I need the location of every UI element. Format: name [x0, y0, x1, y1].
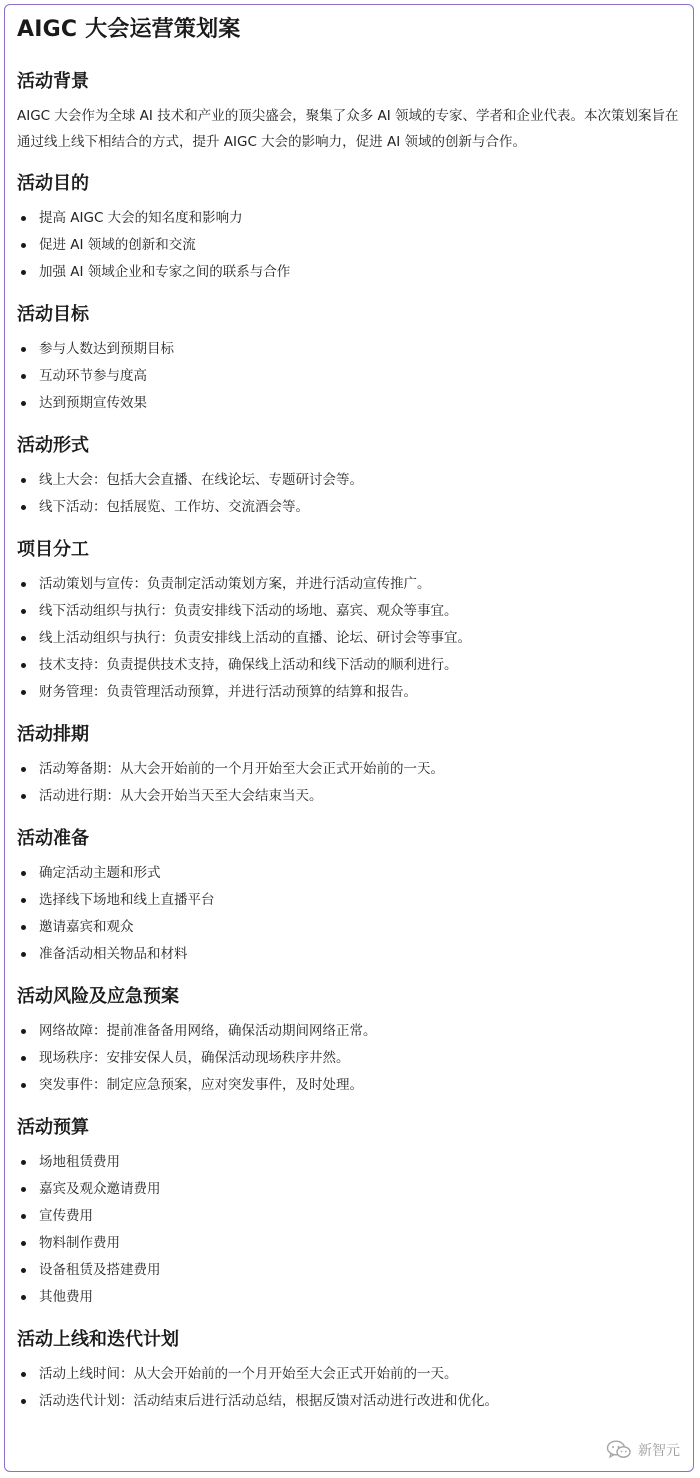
list-item	[17, 1018, 681, 1045]
list-item	[17, 1284, 681, 1311]
bullet-dot-icon	[21, 871, 26, 876]
section	[17, 722, 681, 810]
bullet-dot-icon	[21, 1029, 26, 1034]
list-item	[17, 363, 681, 390]
list-item-text: 现场秩序：安排安保人员，确保活动现场秩序井然。	[39, 1050, 350, 1066]
list-item-text: 邀请嘉宾和观众	[39, 919, 134, 935]
bullet-dot-icon	[21, 609, 26, 614]
watermark-text: 新智元	[638, 1443, 680, 1459]
list-item	[17, 598, 681, 625]
list-item-text: 提高 AIGC 大会的知名度和影响力	[39, 210, 243, 226]
bullet-list	[17, 860, 681, 968]
bullet-dot-icon	[21, 1295, 26, 1300]
bullet-dot-icon	[21, 925, 26, 930]
list-item	[17, 914, 681, 941]
list-item-text: 突发事件：制定应急预案，应对突发事件，及时处理。	[39, 1077, 363, 1093]
bullet-dot-icon	[21, 1214, 26, 1219]
watermark	[606, 1440, 680, 1460]
section-heading: 活动目的	[17, 173, 89, 194]
section	[17, 826, 681, 968]
list-item-text: 确定活动主题和形式	[39, 865, 161, 881]
wechat-icon	[606, 1440, 632, 1460]
bullet-dot-icon	[21, 690, 26, 695]
bullet-dot-icon	[21, 478, 26, 483]
bullet-dot-icon	[21, 216, 26, 221]
list-item	[17, 1388, 681, 1415]
section-heading: 活动预算	[17, 1117, 89, 1138]
bullet-list	[17, 205, 681, 286]
list-item	[17, 679, 681, 706]
document-title: AIGC 大会运营策划案	[17, 17, 241, 42]
section	[17, 302, 681, 417]
list-item-text: 选择线下场地和线上直播平台	[39, 892, 215, 908]
list-item	[17, 887, 681, 914]
list-item	[17, 941, 681, 968]
section-paragraph: AIGC 大会作为全球 AI 技术和产业的顶尖盛会，聚集了众多 AI 领域的专家、学者和企业代表。本次策划案旨在通过线上线下相结合的方式，提升 AIGC 大会的影响力，促进 AI 领域的创新与合作。	[17, 108, 679, 150]
document-frame	[4, 4, 694, 1472]
list-item	[17, 232, 681, 259]
list-item-text: 活动上线时间：从大会开始前的一个月开始至大会正式开始前的一天。	[39, 1366, 458, 1382]
bullet-dot-icon	[21, 952, 26, 957]
section-heading: 活动准备	[17, 828, 89, 849]
list-item-text: 设备租赁及搭建费用	[39, 1262, 161, 1278]
list-item-text: 互动环节参与度高	[39, 368, 147, 384]
section-heading: 项目分工	[17, 539, 89, 560]
bullet-dot-icon	[21, 270, 26, 275]
bullet-dot-icon	[21, 505, 26, 510]
list-item	[17, 1361, 681, 1388]
list-item	[17, 756, 681, 783]
list-item-text: 活动迭代计划：活动结束后进行活动总结，根据反馈对活动进行改进和优化。	[39, 1393, 498, 1409]
bullet-list	[17, 467, 681, 521]
bullet-dot-icon	[21, 1187, 26, 1192]
list-item-text: 活动筹备期：从大会开始前的一个月开始至大会正式开始前的一天。	[39, 761, 444, 777]
bullet-list	[17, 1018, 681, 1099]
bullet-dot-icon	[21, 347, 26, 352]
list-item-text: 加强 AI 领域企业和专家之间的联系与合作	[39, 264, 291, 280]
bullet-dot-icon	[21, 582, 26, 587]
section	[17, 984, 681, 1099]
list-item-text: 准备活动相关物品和材料	[39, 946, 188, 962]
bullet-dot-icon	[21, 794, 26, 799]
list-item	[17, 571, 681, 598]
bullet-list	[17, 1149, 681, 1311]
bullet-dot-icon	[21, 1268, 26, 1273]
bullet-dot-icon	[21, 636, 26, 641]
list-item	[17, 494, 681, 521]
bullet-list	[17, 336, 681, 417]
bullet-dot-icon	[21, 767, 26, 772]
list-item-text: 促进 AI 领域的创新和交流	[39, 237, 196, 253]
section-heading: 活动背景	[17, 71, 89, 92]
list-item	[17, 783, 681, 810]
section	[17, 171, 681, 286]
list-item	[17, 467, 681, 494]
list-item	[17, 1257, 681, 1284]
bullet-dot-icon	[21, 1160, 26, 1165]
bullet-dot-icon	[21, 663, 26, 668]
list-item	[17, 336, 681, 363]
bullet-dot-icon	[21, 401, 26, 406]
bullet-list	[17, 1361, 681, 1415]
list-item	[17, 625, 681, 652]
bullet-dot-icon	[21, 243, 26, 248]
list-item-text: 线上大会：包括大会直播、在线论坛、专题研讨会等。	[39, 472, 363, 488]
bullet-dot-icon	[21, 1399, 26, 1404]
list-item-text: 活动策划与宣传：负责制定活动策划方案，并进行活动宣传推广。	[39, 576, 431, 592]
list-item-text: 嘉宾及观众邀请费用	[39, 1181, 161, 1197]
list-item-text: 财务管理：负责管理活动预算，并进行活动预算的结算和报告。	[39, 684, 417, 700]
section-heading: 活动上线和迭代计划	[17, 1329, 179, 1350]
section-heading: 活动排期	[17, 724, 89, 745]
list-item-text: 线下活动：包括展览、工作坊、交流酒会等。	[39, 499, 309, 515]
list-item	[17, 860, 681, 887]
section-heading: 活动形式	[17, 435, 89, 456]
list-item	[17, 1149, 681, 1176]
list-item	[17, 390, 681, 417]
section	[17, 537, 681, 706]
section-heading: 活动风险及应急预案	[17, 986, 179, 1007]
list-item-text: 参与人数达到预期目标	[39, 341, 174, 357]
list-item-text: 活动进行期：从大会开始当天至大会结束当天。	[39, 788, 323, 804]
list-item	[17, 1230, 681, 1257]
bullet-dot-icon	[21, 1241, 26, 1246]
bullet-dot-icon	[21, 898, 26, 903]
list-item-text: 宣传费用	[39, 1208, 93, 1224]
bullet-dot-icon	[21, 1372, 26, 1377]
bullet-dot-icon	[21, 374, 26, 379]
list-item	[17, 652, 681, 679]
list-item-text: 线上活动组织与执行：负责安排线上活动的直播、论坛、研讨会等事宜。	[39, 630, 471, 646]
list-item	[17, 205, 681, 232]
list-item-text: 线下活动组织与执行：负责安排线下活动的场地、嘉宾、观众等事宜。	[39, 603, 458, 619]
list-item	[17, 1045, 681, 1072]
section	[17, 1327, 681, 1415]
section	[17, 1115, 681, 1311]
list-item-text: 达到预期宣传效果	[39, 395, 147, 411]
list-item	[17, 259, 681, 286]
section	[17, 69, 681, 155]
section	[17, 433, 681, 521]
bullet-list	[17, 756, 681, 810]
list-item-text: 物料制作费用	[39, 1235, 120, 1251]
list-item-text: 技术支持：负责提供技术支持，确保线上活动和线下活动的顺利进行。	[39, 657, 458, 673]
document-body	[17, 69, 681, 1415]
list-item	[17, 1176, 681, 1203]
bullet-dot-icon	[21, 1083, 26, 1088]
list-item-text: 其他费用	[39, 1289, 93, 1305]
bullet-dot-icon	[21, 1056, 26, 1061]
section-heading: 活动目标	[17, 304, 89, 325]
bullet-list	[17, 571, 681, 706]
list-item	[17, 1072, 681, 1099]
list-item-text: 网络故障：提前准备备用网络，确保活动期间网络正常。	[39, 1023, 377, 1039]
list-item-text: 场地租赁费用	[39, 1154, 120, 1170]
list-item	[17, 1203, 681, 1230]
